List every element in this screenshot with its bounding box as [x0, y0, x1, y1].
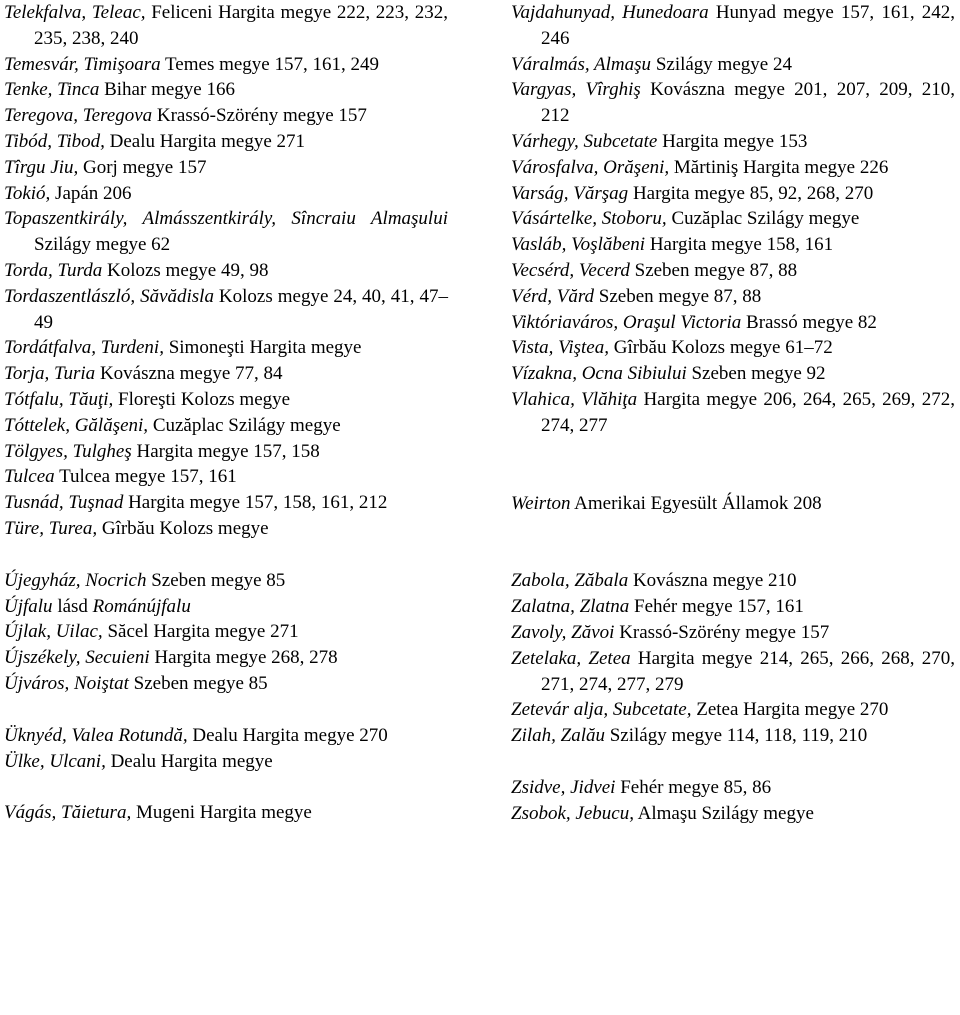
entry-details: Kovászna megye 77, 84: [95, 363, 283, 385]
entry-place-names: Vízakna, Ocna Sibiului: [511, 363, 687, 385]
entry-details: Simoneşti Hargita megye: [163, 337, 362, 359]
entry-details: Krassó-Szörény megye 157: [614, 621, 830, 643]
index-entry: [511, 387, 955, 439]
entry-details: Amerikai Egyesült Államok 208: [570, 492, 822, 514]
entry-place-names: Vágás, Tăietura,: [4, 802, 132, 824]
index-entry: [511, 310, 955, 336]
entry-place-names: Tordátfalva, Turdeni,: [4, 337, 164, 359]
index-entry: [4, 800, 448, 826]
index-entry: [511, 52, 955, 78]
entry-place-names: Vásártelke, Stoboru,: [511, 208, 667, 230]
entry-details: Krassó-Szörény megye 157: [152, 105, 367, 127]
entry-details: Fehér megye 157, 161: [629, 596, 804, 618]
index-entry: [4, 594, 448, 620]
index-entry: [511, 620, 955, 646]
entry-place-names: Zalatna, Zlatna: [511, 596, 630, 618]
entry-place-names: Temesvár, Timişoara: [4, 53, 161, 75]
section-gap: [511, 439, 955, 465]
section-gap: [511, 465, 955, 491]
entry-place-names: Tokió,: [4, 182, 51, 204]
index-column-right: [511, 0, 955, 827]
index-entry: [511, 361, 955, 387]
entry-reference: Románújfalu: [92, 595, 191, 617]
index-entry: [511, 491, 955, 517]
entry-place-names: Teregova, Teregova: [4, 105, 153, 127]
index-entry: [4, 490, 448, 516]
index-entry: [4, 671, 448, 697]
entry-place-names: Zsidve, Jidvei: [511, 776, 616, 798]
entry-details: Dealu Hargita megye 270: [187, 724, 388, 746]
entry-details: Kolozs megye 49, 98: [102, 259, 269, 281]
index-entry: [4, 335, 448, 361]
index-entry: [4, 77, 448, 103]
entry-place-names: Üknyéd, Valea Rotundă,: [4, 724, 188, 746]
entry-details: Kovászna megye 210: [628, 570, 797, 592]
index-entry: [4, 619, 448, 645]
entry-place-names: Tulcea: [4, 466, 55, 488]
entry-details: lásd: [52, 595, 93, 617]
index-entry: [511, 77, 955, 129]
entry-details: Szeben megye 85: [128, 672, 268, 694]
entry-details: Kolozs megye 24, 40, 41, 47–49: [34, 285, 448, 333]
entry-details: Cuzăplac Szilágy megye: [148, 414, 341, 436]
entry-place-names: Tenke, Tinca: [4, 79, 100, 101]
index-entry: [4, 129, 448, 155]
entry-place-names: Újszékely, Secuieni: [4, 647, 150, 669]
index-entry: [4, 464, 448, 490]
section-gap: [4, 542, 448, 568]
entry-place-names: Telekfalva, Teleac,: [4, 2, 146, 23]
entry-details: Bihar megye 166: [99, 79, 235, 101]
index-entry: [4, 181, 448, 207]
entry-details: Temes megye 157, 161, 249: [160, 53, 379, 75]
index-entry: [4, 439, 448, 465]
index-entry: [511, 697, 955, 723]
entry-details: Hunyad megye 157, 161, 242, 246: [541, 2, 955, 49]
entry-place-names: Újváros, Noiştat: [4, 672, 129, 694]
entry-details: Gorj megye 157: [78, 156, 207, 178]
entry-place-names: Varság, Vărşag: [511, 182, 629, 204]
entry-place-names: Vasláb, Voşlăbeni: [511, 234, 646, 256]
index-entry: [511, 129, 955, 155]
section-gap: [4, 774, 448, 800]
entry-details: Hargita megye 268, 278: [149, 647, 338, 669]
entry-details: Hargita megye 153: [657, 130, 808, 152]
entry-details: Brassó megye 82: [741, 311, 877, 333]
entry-details: Dealu Hargita megye: [105, 750, 273, 772]
index-entry: [4, 516, 448, 542]
entry-details: Mărtiniş Hargita megye 226: [669, 156, 889, 178]
section-gap: [511, 516, 955, 542]
entry-details: Szeben megye 87, 88: [594, 285, 762, 307]
index-entry: [4, 284, 448, 336]
entry-details: Hargita megye 158, 161: [645, 234, 834, 256]
entry-place-names: Tótfalu, Tăuţi,: [4, 388, 114, 410]
entry-details: Gîrbău Kolozs megye: [97, 517, 269, 539]
entry-details: Floreşti Kolozs megye: [113, 388, 291, 410]
index-entry: [511, 181, 955, 207]
entry-details: Gîrbău Kolozs megye 61–72: [608, 337, 833, 359]
entry-place-names: Zetelaka, Zetea: [511, 647, 631, 669]
entry-details: Feliceni Hargita megye 222, 223, 232, 235, 238, 240: [34, 2, 449, 49]
entry-place-names: Weirton: [511, 492, 571, 514]
index-entry: [511, 206, 955, 232]
entry-place-names: Türe, Turea,: [4, 517, 98, 539]
entry-details: Szeben megye 85: [146, 569, 286, 591]
entry-details: Hargita megye 214, 265, 266, 268, 270, 271, 274, 277, 279: [541, 647, 955, 695]
entry-details: Szilágy megye 24: [651, 53, 792, 75]
entry-place-names: Vlahica, Vlăhiţa: [511, 388, 638, 410]
entry-details: Hargita megye 206, 264, 265, 269, 272, 274, 277: [541, 388, 955, 436]
entry-place-names: Vajdahunyad, Hunedoara: [511, 2, 709, 23]
index-entry: [511, 0, 955, 52]
index-entry: [511, 646, 955, 698]
index-entry: [4, 387, 448, 413]
index-entry: [4, 413, 448, 439]
index-entry: [4, 749, 448, 775]
entry-place-names: Zsobok, Jebucu,: [511, 802, 634, 824]
entry-details: Szeben megye 87, 88: [629, 259, 798, 281]
index-entry: [4, 155, 448, 181]
entry-details: Zetea Hargita megye 270: [691, 699, 889, 721]
index-entry: [511, 284, 955, 310]
index-column-left: [4, 0, 448, 826]
index-entry: [511, 155, 955, 181]
index-entry: [4, 723, 448, 749]
entry-details: Almaşu Szilágy megye: [633, 802, 814, 824]
entry-details: Hargita megye 157, 158: [131, 440, 320, 462]
entry-place-names: Zavoly, Zăvoi: [511, 621, 615, 643]
entry-place-names: Vérd, Vărd: [511, 285, 595, 307]
entry-place-names: Újfalu: [4, 595, 53, 617]
entry-details: Japán 206: [50, 182, 132, 204]
index-entry: [4, 258, 448, 284]
entry-place-names: Vargyas, Vîrghiş: [511, 79, 641, 101]
entry-place-names: Tordaszentlászló, Săvădisla: [4, 285, 214, 307]
entry-place-names: Zilah, Zalău: [511, 725, 605, 747]
index-entry: [4, 206, 448, 258]
index-entry: [4, 568, 448, 594]
entry-details: Szilágy megye 114, 118, 119, 210: [604, 725, 868, 747]
entry-place-names: Topaszentkirály, Almásszentkirály, Sîncraiu Almaşului: [4, 208, 448, 230]
entry-place-names: Tóttelek, Gălăşeni,: [4, 414, 149, 436]
entry-place-names: Tölgyes, Tulgheş: [4, 440, 132, 462]
entry-place-names: Tusnád, Tuşnad: [4, 492, 124, 514]
entry-place-names: Zetevár alja, Subcetate,: [511, 699, 692, 721]
entry-details: Fehér megye 85, 86: [615, 776, 772, 798]
entry-details: Dealu Hargita megye 271: [104, 130, 305, 152]
entry-details: Kovászna megye 201, 207, 209, 210, 212: [541, 79, 956, 127]
entry-place-names: Újegyház, Nocrich: [4, 569, 147, 591]
index-entry: [511, 801, 955, 827]
index-entry: [4, 103, 448, 129]
index-entry: [4, 52, 448, 78]
entry-place-names: Ülke, Ulcani,: [4, 750, 106, 772]
entry-place-names: Zabola, Zăbala: [511, 570, 629, 592]
index-entry: [511, 258, 955, 284]
entry-place-names: Torda, Turda: [4, 259, 103, 281]
index-entry: [4, 361, 448, 387]
entry-details: Hargita megye 157, 158, 161, 212: [123, 492, 388, 514]
entry-details: Szilágy megye 62: [34, 234, 171, 256]
entry-details: Tulcea megye 157, 161: [54, 466, 237, 488]
entry-details: Mugeni Hargita megye: [131, 802, 312, 824]
entry-place-names: Viktóriaváros, Oraşul Victoria: [511, 311, 742, 333]
section-gap: [511, 749, 955, 775]
index-entry: [511, 232, 955, 258]
entry-place-names: Torja, Turia: [4, 363, 96, 385]
entry-details: Szeben megye 92: [686, 363, 826, 385]
entry-place-names: Váralmás, Almaşu: [511, 53, 652, 75]
index-entry: [511, 775, 955, 801]
entry-place-names: Vista, Viştea,: [511, 337, 609, 359]
section-gap: [4, 697, 448, 723]
index-entry: [511, 335, 955, 361]
index-entry: [4, 645, 448, 671]
index-entry: [511, 568, 955, 594]
entry-place-names: Városfalva, Orăşeni,: [511, 156, 670, 178]
entry-place-names: Tîrgu Jiu,: [4, 156, 79, 178]
index-entry: [4, 0, 448, 52]
entry-details: Cuzăplac Szilágy megye: [666, 208, 860, 230]
entry-place-names: Újlak, Uilac,: [4, 621, 103, 643]
entry-place-names: Várhegy, Subcetate: [511, 130, 658, 152]
entry-details: Hargita megye 85, 92, 268, 270: [628, 182, 874, 204]
section-gap: [511, 542, 955, 568]
entry-place-names: Tibód, Tibod,: [4, 130, 105, 152]
entry-details: Săcel Hargita megye 271: [102, 621, 299, 643]
index-entry: [511, 594, 955, 620]
index-entry: [511, 723, 955, 749]
entry-place-names: Vecsérd, Vecerd: [511, 259, 630, 281]
